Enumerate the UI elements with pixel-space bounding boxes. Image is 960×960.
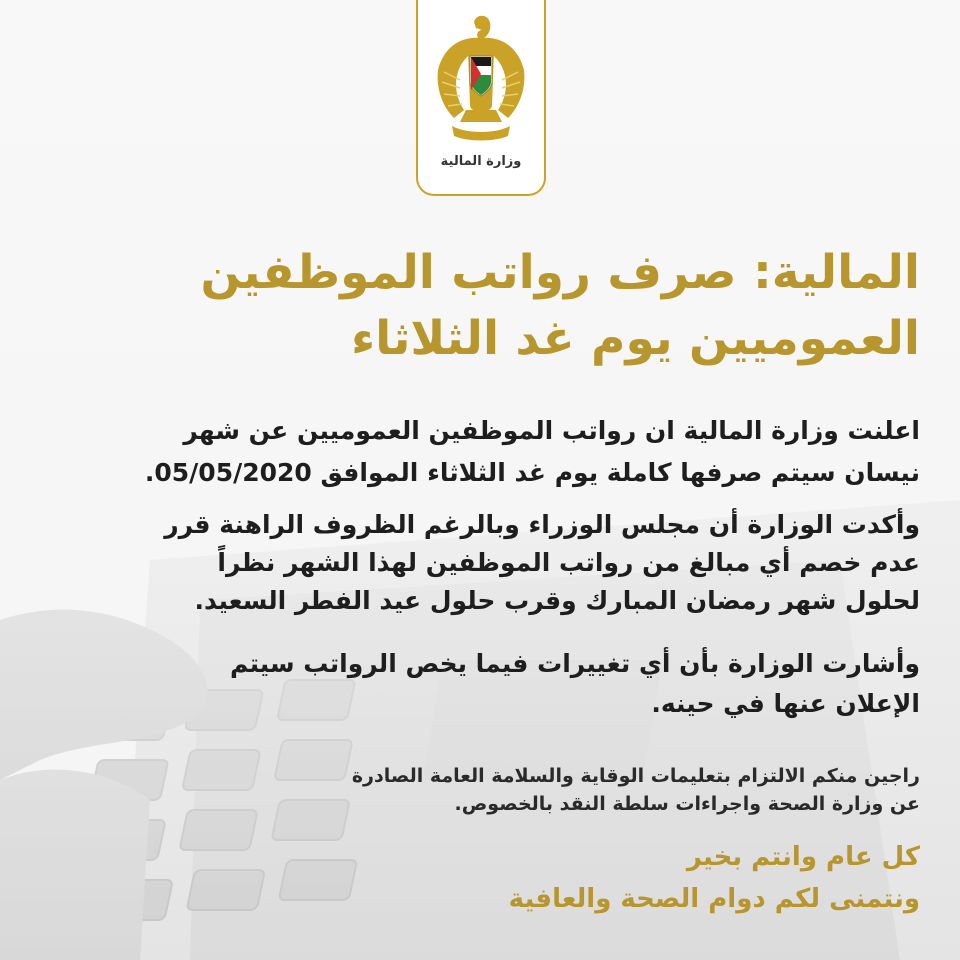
paragraph-safety-instructions — [40, 762, 920, 818]
headline — [40, 240, 920, 372]
paragraph-line: عدم خصم أي مبالغ من رواتب الموظفين لهذا الشهر نظراً — [217, 548, 920, 577]
headline-line-2: العموميين يوم غد الثلاثاء — [351, 311, 920, 366]
paragraph-no-deductions — [40, 506, 920, 620]
paragraph-changes-notice — [40, 644, 920, 724]
ministry-logo-card — [416, 0, 546, 196]
ministry-name: وزارة المالية — [440, 154, 522, 169]
paragraph-line: الإعلان عنها في حينه. — [651, 689, 920, 718]
paragraph-line: نيسان سيتم صرفها كاملة يوم غد الثلاثاء الموافق 05/05/2020. — [144, 458, 920, 487]
closing-line-1: كل عام وانتم بخير — [686, 842, 920, 872]
closing-greeting — [40, 836, 920, 920]
paragraph-line: وأكدت الوزارة أن مجلس الوزراء وبالرغم الظروف الراهنة قرر — [164, 510, 920, 539]
headline-line-1: المالية: صرف رواتب الموظفين — [200, 245, 920, 300]
paragraph-line: لحلول شهر رمضان المبارك وقرب حلول عيد الفطر السعيد. — [194, 586, 920, 615]
paragraph-announcement — [40, 410, 920, 494]
paragraph-line: راجين منكم الالتزام بتعليمات الوقاية والسلامة العامة الصادرة — [351, 765, 920, 787]
paragraph-line: اعلنت وزارة المالية ان رواتب الموظفين العموميين عن شهر — [183, 416, 920, 445]
closing-line-2: ونتمنى لكم دوام الصحة والعافية — [508, 884, 920, 914]
paragraph-line: عن وزارة الصحة واجراءات سلطة النقد بالخصوص. — [454, 793, 920, 815]
paragraph-line: وأشارت الوزارة بأن أي تغييرات فيما يخص الرواتب سيتم — [229, 649, 920, 678]
eagle-emblem-icon — [432, 10, 530, 145]
